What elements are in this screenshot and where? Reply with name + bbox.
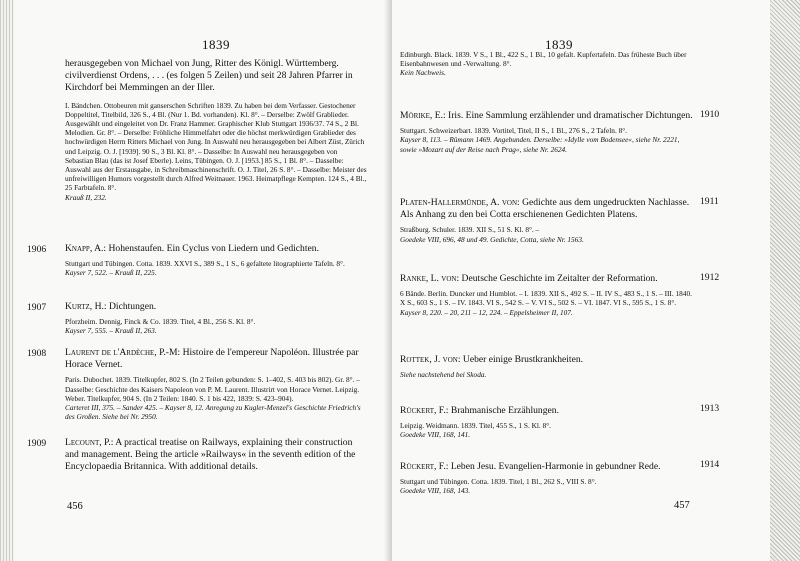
entry-number: 1913	[700, 403, 720, 414]
right-intro-body: Edinburgh. Black. 1839. V S., 1 Bl., 422 S., 1 Bl., 10 gefalt. Kupfertafeln. Das früheste Buch über Eisenbahnwesen und -Verwaltung. 8°.	[400, 50, 687, 69]
right-page	[392, 0, 800, 561]
right-page-edge	[770, 0, 800, 561]
entry-note: Carteret III, 375. – Sander 425. – Kayser 8, 12. Anregung zu Kugler-Menzel's Geschichte Friedrich's des Großen. Siehe bei Nr. 2950.	[65, 403, 361, 422]
entry-body: 6 Bände. Berlin. Duncker und Humblot. – I. 1839. XII S., 492 S. – II. IV S., 483 S., 1 S. – III. 1840. X S., 603 S., 1 S. – IV. 1843. VI S., 542 S. – V. VI S., 502 S. – VI. 1847. VI S., 595 S., 1 S. 8°.	[400, 289, 692, 308]
entry-number: 1914	[700, 459, 720, 470]
bibliography-entry	[400, 197, 696, 244]
entry-author: Knapp, A.:	[65, 243, 107, 254]
bibliography-entry	[65, 437, 367, 474]
entry-title: A practical treatise on Railways, explaining their construction and management. Being the article »Railways« in the seventh edition of the Encyclopaedia Britannica. With additional details.	[65, 437, 356, 473]
entry-note: Siehe nachstehend bei Skoda.	[400, 370, 487, 380]
left-intro-heading: herausgegeben von Michael von Jung, Ritter des Königl. Württemberg. civilverdienst Ordens, . . . (es folgen 5 Zeilen) und seit 28 Jahren Pfarrer in Kirchdorf bei Memmingen an der Iller.	[65, 58, 353, 94]
left-page-number: 456	[67, 501, 83, 512]
entry-note: Goedeke VIII, 168, 141.	[400, 430, 471, 440]
bibliography-entry	[400, 273, 696, 317]
entry-body: Stuttgart. Schweizerbart. 1839. Vortitel, Titel, II S., 1 Bl., 276 S., 2 Tafeln. 8°.	[400, 126, 627, 136]
entry-title: Leben Jesu. Evangelien-Harmonie in gebundner Rede.	[450, 461, 661, 472]
entry-number: 1912	[700, 272, 720, 283]
bibliography-entry	[400, 461, 696, 496]
left-running-head-year: 1839	[202, 37, 230, 52]
entry-title: Histoire de l'empereur Napoléon. Illustrée par Horace Vernet.	[65, 347, 359, 371]
entry-note: Kayser 7, 522. – Krauß II, 225.	[65, 268, 157, 278]
bibliography-entry	[65, 347, 367, 421]
right-running-head-year: 1839	[545, 37, 573, 52]
entry-note: Goedeke VIII, 168, 143.	[400, 486, 471, 496]
entry-note: Goedeke VIII, 696, 48 und 49. Gedichte, Cotta, siehe Nr. 1563.	[400, 234, 584, 244]
entry-author: Rottek, J. von:	[400, 354, 461, 365]
bibliography-entry	[400, 354, 696, 379]
entry-note: Kayser 7, 555. – Krauß II, 263.	[65, 326, 157, 336]
left-intro-note: Krauß II, 232.	[65, 192, 107, 202]
entry-body: Paris. Dubochet. 1839. Titelkupfer, 802 S. (In 2 Teilen gebunden: S. 1–402, S. 403 bis 802). Gr. 8°. – Dasselbe: Geschichte des Kaisers Napoleon von P. M. Laurent. Illustrirt von Horace Vernet. Leipzig. Weber. Titelkupfer, 904 S. (In 2 Teilen: 1840. S. 1 bis 422, 1839: S. 423–904).	[65, 375, 360, 403]
entry-author: Rückert, F.:	[400, 461, 449, 472]
entry-body: Straßburg. Schuler. 1839. XII S., 51 S. Kl. 8°. –	[400, 225, 540, 235]
entry-title: Hohenstaufen. Ein Cyclus von Liedern und Gedichten.	[108, 243, 319, 254]
entry-body: Pforzheim. Dennig, Finck & Co. 1839. Titel, 4 Bl., 256 S. Kl. 8°.	[65, 317, 256, 327]
entry-body: Stuttgart und Tübingen. Cotta. 1839. Titel, 1 Bl., 262 S., VIII S. 8°.	[400, 477, 597, 487]
entry-author: Mörike, E.:	[400, 110, 446, 121]
left-page	[0, 0, 392, 561]
right-intro	[400, 50, 702, 78]
entry-number: 1907	[27, 302, 47, 313]
entry-author: Laurent de l'Ardèche, P.-M:	[65, 347, 181, 358]
right-page-number: 457	[674, 500, 690, 511]
entry-author: Platen-Hallermünde, A. von:	[400, 197, 520, 208]
entry-author: Lecount, P.:	[65, 437, 114, 448]
left-intro	[65, 58, 367, 202]
entry-number: 1908	[27, 348, 47, 359]
entry-author: Kurtz, H.:	[65, 301, 107, 312]
entry-body: Stuttgart und Tübingen. Cotta. 1839. XXVI S., 389 S., 1 S., 6 gefaltete litographierte Tafeln. 8°.	[65, 259, 345, 269]
bibliography-entry	[65, 301, 367, 336]
right-intro-note: Kein Nachweis.	[400, 68, 446, 78]
entry-body: Leipzig. Weidmann. 1839. Titel, 455 S., 1 S. Kl. 8°.	[400, 421, 551, 431]
entry-number: 1909	[27, 438, 47, 449]
bibliography-entry	[400, 405, 696, 440]
entry-title: Deutsche Geschichte im Zeitalter der Reformation.	[461, 273, 658, 284]
left-page-edge	[0, 0, 14, 561]
entry-title: Brahmanische Erzählungen.	[450, 405, 559, 416]
bibliography-entry	[65, 243, 367, 278]
entry-author: Rückert, F.:	[400, 405, 449, 416]
entry-title: Iris. Eine Sammlung erzählender und dramatischer Dichtungen.	[448, 110, 693, 121]
entry-number: 1910	[700, 109, 720, 120]
bibliography-entry	[400, 110, 696, 154]
entry-note: Kayser 8, 113. – Rümann 1469. Angebunden. Derselbe: »Idylle vom Bodensee«, siehe Nr. 2221, sowie »Mozart auf der Reise nach Prag«, siehe Nr. 2624.	[400, 135, 680, 154]
left-intro-body: I. Bändchen. Ottobeuren mit ganserschen Schriften 1839. Zu haben bei dem Verfasser. Gestochener Doppeltitel, Titelbild, 326 S., 4 Bl. (Nur 1. Bd. vorhanden). Kl. 8°. – Derselbe: Zwölf Grablieder. Ausgewählt und eingeleitet von Dr. Franz Hammer. Graphischer Klub Stuttgart 1936/37. 74 S., 2 Bl. Melodien. Gr. 8°. – Derselbe: Fröhliche Himmelfahrt oder die höchst merkwürdigen Grablieder des hochwürdigen Herrn Ritters Michael von Jung. In Auswahl neu herausgegeben bei Albert Züst, Zürich und Leipzig. O. J. [1939]. 90 S., 3 Bl. Kl. 8°. – Dasselbe: In Auswahl neu herausgegeben von Sebastian Blau (das ist Josef Eberle). Leins, Tübingen. O. J. [1953.] 85 S., 1 Bl. 8°. – Dasselbe: Auswahl aus der Erstausgabe, in Schreibmaschinenschrift. O. J. Titel, 26 S. 8°. – Dasselbe: Meister des unfreiwilligen Humors vorgestellt durch Alfred Weitnauer. 1963. Heimatpflege Kempten. 124 S., 4 Bl., 25 Farbtafeln. 8°.	[65, 100, 367, 193]
entry-note: Kayser 8, 220. – 20, 211 – 12, 224. – Eppelsheimer II, 107.	[400, 307, 573, 317]
entry-title: Dichtungen.	[108, 301, 157, 312]
entry-number: 1911	[700, 196, 719, 207]
entry-author: Ranke, L. von:	[400, 273, 460, 284]
entry-number: 1906	[27, 244, 47, 255]
entry-title: Gedichte aus dem ungedruckten Nachlasse. Als Anhang zu den bei Cotta erschienenen Gedichten Platens.	[400, 197, 690, 221]
entry-title: Ueber einige Brustkrankheiten.	[462, 354, 584, 365]
